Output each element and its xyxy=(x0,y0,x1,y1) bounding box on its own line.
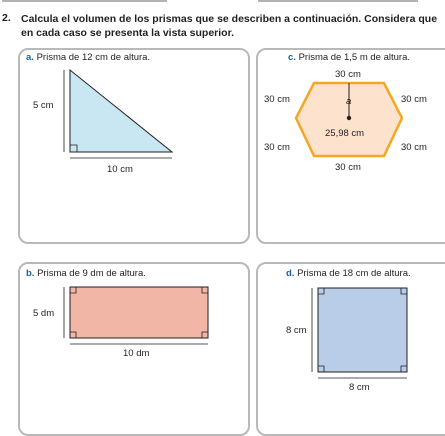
figure-a-triangle xyxy=(33,70,172,175)
item-a-letter: a. xyxy=(26,52,34,63)
apothem-label: 25,98 cm xyxy=(325,128,365,139)
item-a-text: Prisma de 12 cm de altura. xyxy=(36,52,151,63)
item-b-letter: b. xyxy=(26,268,35,279)
triangle-shape xyxy=(70,70,172,152)
triangle-base-label: 10 cm xyxy=(107,164,133,175)
question-number: 2. xyxy=(2,12,11,24)
question-text: Calcula el volumen de los prismas que se describen a continuación. Considera que en cada caso se presenta la vista superior. xyxy=(21,13,438,39)
item-d-letter: d. xyxy=(286,268,295,279)
hexagon-center xyxy=(347,116,351,120)
rectangle-shape xyxy=(70,287,208,338)
figure-c-hexagon xyxy=(264,69,427,173)
item-d-text: Prisma de 18 cm de altura. xyxy=(297,268,411,279)
apothem-symbol: a xyxy=(346,96,352,107)
hexagon-upper-right-label: 30 cm xyxy=(401,94,427,105)
square-side-label: 8 cm xyxy=(286,325,307,336)
figure-b-rectangle xyxy=(33,287,208,359)
hexagon-bottom-label: 30 cm xyxy=(335,162,361,173)
square-shape xyxy=(318,288,407,372)
square-base-label: 8 cm xyxy=(349,382,370,393)
hexagon-top-label: 30 cm xyxy=(335,69,361,80)
item-c-letter: c. xyxy=(288,52,296,63)
hexagon-upper-left-label: 30 cm xyxy=(264,94,290,105)
item-b-text: Prisma de 9 dm de altura. xyxy=(37,268,146,279)
figure-d-square xyxy=(286,288,407,393)
item-c-text: Prisma de 1,5 m de altura. xyxy=(298,52,410,63)
hexagon-lower-left-label: 30 cm xyxy=(264,142,290,153)
hexagon-lower-right-label: 30 cm xyxy=(401,142,427,153)
rectangle-base-label: 10 dm xyxy=(123,348,150,359)
triangle-side-label: 5 cm xyxy=(33,100,54,111)
rectangle-side-label: 5 dm xyxy=(33,308,55,319)
